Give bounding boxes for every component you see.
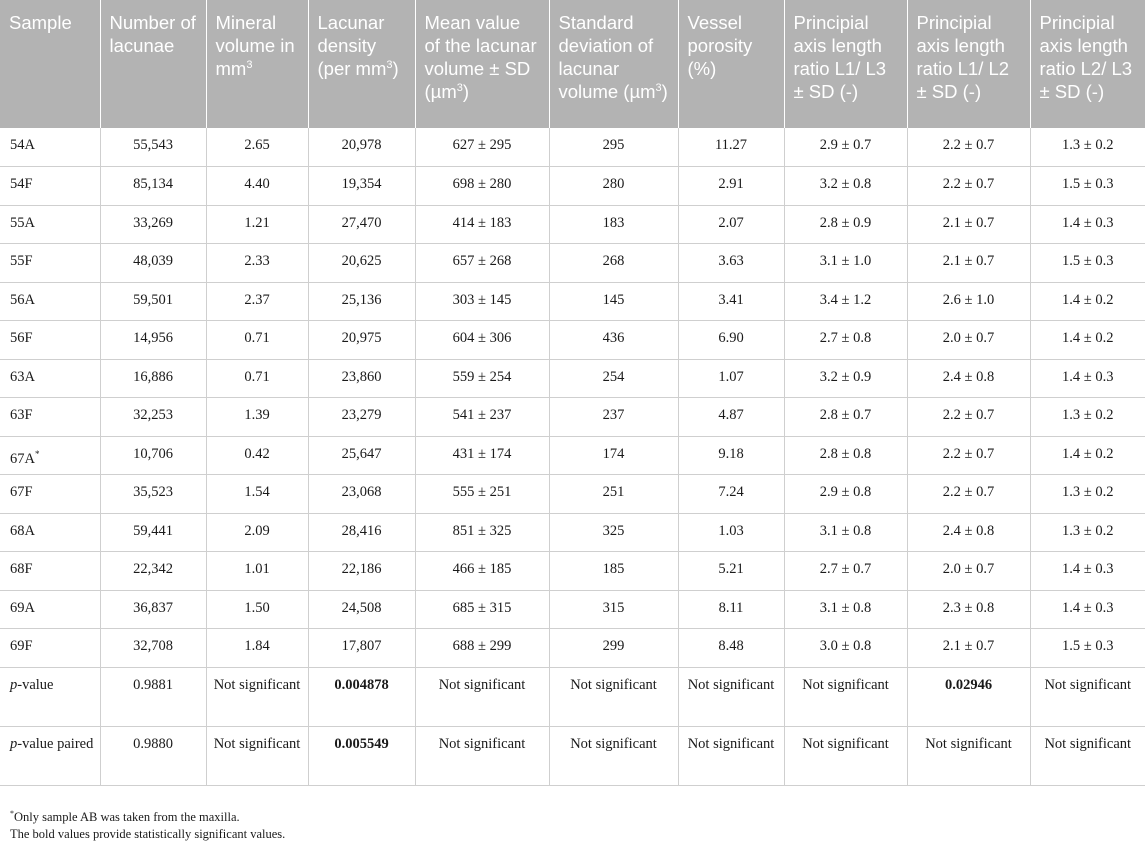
table-cell: 7.24 — [678, 475, 784, 514]
table-cell: 28,416 — [308, 513, 415, 552]
stats-label-italic: p — [10, 676, 18, 693]
table-cell: 1.3 ± 0.2 — [1030, 475, 1145, 514]
table-cell: 2.0 ± 0.7 — [907, 321, 1030, 360]
table-cell: 251 — [549, 475, 678, 514]
table-cell: 851 ± 325 — [415, 513, 549, 552]
table-cell: 0.42 — [206, 436, 308, 475]
table-cell: 11.27 — [678, 128, 784, 167]
stats-cell: Not significant — [549, 726, 678, 785]
column-header-0: Sample — [0, 0, 100, 128]
table-cell: 9.18 — [678, 436, 784, 475]
table-cell: 295 — [549, 128, 678, 167]
table-cell: 559 ± 254 — [415, 359, 549, 398]
table-cell: 541 ± 237 — [415, 398, 549, 437]
stats-cell: Not significant — [206, 667, 308, 726]
table-cell: 1.5 ± 0.3 — [1030, 244, 1145, 283]
table-cell: 2.2 ± 0.7 — [907, 436, 1030, 475]
table-cell: 19,354 — [308, 167, 415, 206]
table-row — [0, 359, 1145, 398]
column-header-9: Principial axis length ratio L2/ L3 ± SD (-) — [1030, 0, 1145, 128]
table-cell: 2.7 ± 0.7 — [784, 552, 907, 591]
table-cell: 10,706 — [100, 436, 206, 475]
table-row — [0, 436, 1145, 475]
column-header-6: Vessel porosity (%) — [678, 0, 784, 128]
sample-id-cell: 63F — [0, 398, 100, 437]
table-row — [0, 128, 1145, 167]
table-cell: 23,068 — [308, 475, 415, 514]
table-cell: 627 ± 295 — [415, 128, 549, 167]
sample-id-cell: 68F — [0, 552, 100, 591]
table-cell: 1.4 ± 0.3 — [1030, 205, 1145, 244]
table-cell: 23,279 — [308, 398, 415, 437]
table-cell: 145 — [549, 282, 678, 321]
table-cell: 2.0 ± 0.7 — [907, 552, 1030, 591]
table-cell: 1.4 ± 0.3 — [1030, 590, 1145, 629]
table-cell: 1.50 — [206, 590, 308, 629]
table-cell: 25,647 — [308, 436, 415, 475]
table-cell: 2.91 — [678, 167, 784, 206]
header-row — [0, 0, 1145, 128]
table-cell: 185 — [549, 552, 678, 591]
table-cell: 2.1 ± 0.7 — [907, 205, 1030, 244]
table-cell: 1.03 — [678, 513, 784, 552]
table-cell: 1.3 ± 0.2 — [1030, 398, 1145, 437]
column-header-3: Lacunar density (per $mm^3$) — [308, 0, 415, 128]
stats-cell: Not significant — [206, 726, 308, 785]
sample-id-cell: 55A — [0, 205, 100, 244]
table-cell: 436 — [549, 321, 678, 360]
table-cell: 254 — [549, 359, 678, 398]
footnote-text-1: Only sample AB was taken from the maxilla. — [14, 810, 240, 825]
table-cell: 32,708 — [100, 629, 206, 668]
table-cell: 3.2 ± 0.9 — [784, 359, 907, 398]
table-cell: 2.4 ± 0.8 — [907, 513, 1030, 552]
table-cell: 2.2 ± 0.7 — [907, 128, 1030, 167]
table-cell: 604 ± 306 — [415, 321, 549, 360]
table-row — [0, 282, 1145, 321]
table-cell: 33,269 — [100, 205, 206, 244]
table-cell: 2.9 ± 0.7 — [784, 128, 907, 167]
sample-id-cell: 68A — [0, 513, 100, 552]
table-cell: 2.8 ± 0.7 — [784, 398, 907, 437]
table-cell: 2.3 ± 0.8 — [907, 590, 1030, 629]
stats-cell: 0.004878 — [308, 667, 415, 726]
stats-cell: Not significant — [415, 667, 549, 726]
sample-id-cell: 67F — [0, 475, 100, 514]
table-cell: 24,508 — [308, 590, 415, 629]
table-cell: 1.21 — [206, 205, 308, 244]
table-cell: 8.11 — [678, 590, 784, 629]
stats-label-cell — [0, 667, 100, 726]
table-cell: 268 — [549, 244, 678, 283]
stats-label-italic: p — [10, 735, 18, 752]
table-cell: 2.8 ± 0.9 — [784, 205, 907, 244]
sample-id-cell: 63A — [0, 359, 100, 398]
stats-cell: 0.9881 — [100, 667, 206, 726]
table-cell: 325 — [549, 513, 678, 552]
table-row — [0, 244, 1145, 283]
table-cell: 315 — [549, 590, 678, 629]
table-cell: 3.0 ± 0.8 — [784, 629, 907, 668]
table-cell: 1.5 ± 0.3 — [1030, 629, 1145, 668]
table-cell: 174 — [549, 436, 678, 475]
table-cell: 2.09 — [206, 513, 308, 552]
table-row — [0, 398, 1145, 437]
table-cell: 59,501 — [100, 282, 206, 321]
stats-label-text: -value — [17, 676, 54, 693]
table-cell: 23,860 — [308, 359, 415, 398]
stats-cell: Not significant — [907, 726, 1030, 785]
table-cell: 414 ± 183 — [415, 205, 549, 244]
table-cell: 4.87 — [678, 398, 784, 437]
table-cell: 59,441 — [100, 513, 206, 552]
column-header-4: Mean value of the lacunar volume ± SD (µm$^3$) — [415, 0, 549, 128]
table-cell: 14,956 — [100, 321, 206, 360]
stats-cell: Not significant — [784, 667, 907, 726]
stats-label-text: -value paired — [17, 735, 94, 752]
table-cell: 2.2 ± 0.7 — [907, 167, 1030, 206]
table-cell: 0.71 — [206, 359, 308, 398]
table-row — [0, 205, 1145, 244]
table-row — [0, 552, 1145, 591]
table-cell: 3.2 ± 0.8 — [784, 167, 907, 206]
sample-id-cell: 69A — [0, 590, 100, 629]
table-cell: 2.1 ± 0.7 — [907, 629, 1030, 668]
stats-cell: 0.005549 — [308, 726, 415, 785]
table-cell: 1.07 — [678, 359, 784, 398]
table-cell: 22,342 — [100, 552, 206, 591]
stats-cell: Not significant — [1030, 667, 1145, 726]
table-cell: 20,978 — [308, 128, 415, 167]
table-cell: 431 ± 174 — [415, 436, 549, 475]
table-cell: 48,039 — [100, 244, 206, 283]
table-row — [0, 513, 1145, 552]
stats-cell: Not significant — [549, 667, 678, 726]
column-header-1: Number of lacunae — [100, 0, 206, 128]
stats-cell: 0.02946 — [907, 667, 1030, 726]
table-cell: 1.4 ± 0.2 — [1030, 321, 1145, 360]
table-cell: 303 ± 145 — [415, 282, 549, 321]
table-cell: 2.2 ± 0.7 — [907, 398, 1030, 437]
sample-id-cell: 54A — [0, 128, 100, 167]
table-cell: 3.4 ± 1.2 — [784, 282, 907, 321]
table-cell: 1.3 ± 0.2 — [1030, 513, 1145, 552]
table-cell: 6.90 — [678, 321, 784, 360]
table-cell: 20,975 — [308, 321, 415, 360]
column-header-8: Principial axis length ratio L1/ L2 ± SD (-) — [907, 0, 1030, 128]
table-cell: 3.1 ± 0.8 — [784, 513, 907, 552]
stats-cell: Not significant — [784, 726, 907, 785]
table-cell: 2.37 — [206, 282, 308, 321]
table-cell: 0.71 — [206, 321, 308, 360]
table-cell: 27,470 — [308, 205, 415, 244]
table-cell: 17,807 — [308, 629, 415, 668]
stats-cell: Not significant — [678, 667, 784, 726]
table-cell: 2.07 — [678, 205, 784, 244]
table-cell: 280 — [549, 167, 678, 206]
table-header — [0, 0, 1145, 128]
table-cell: 2.7 ± 0.8 — [784, 321, 907, 360]
table-cell: 1.4 ± 0.2 — [1030, 282, 1145, 321]
table-cell: 183 — [549, 205, 678, 244]
table-row — [0, 475, 1145, 514]
table-cell: 2.9 ± 0.8 — [784, 475, 907, 514]
stats-cell: Not significant — [415, 726, 549, 785]
table-cell: 698 ± 280 — [415, 167, 549, 206]
sample-id-cell: 69F — [0, 629, 100, 668]
table-row — [0, 629, 1145, 668]
table-cell: 1.84 — [206, 629, 308, 668]
stats-label-cell — [0, 726, 100, 785]
table-cell: 2.2 ± 0.7 — [907, 475, 1030, 514]
sample-id-cell: 56A — [0, 282, 100, 321]
stats-cell: Not significant — [678, 726, 784, 785]
table-cell: 2.65 — [206, 128, 308, 167]
table-cell: 1.39 — [206, 398, 308, 437]
table-body — [0, 128, 1145, 785]
table-cell: 5.21 — [678, 552, 784, 591]
table-cell: 2.4 ± 0.8 — [907, 359, 1030, 398]
footnote-text-2: The bold values provide statistically significant values. — [10, 827, 286, 841]
footnote-marker: * — [10, 809, 14, 818]
stats-row — [0, 667, 1145, 726]
table-cell: 1.4 ± 0.3 — [1030, 552, 1145, 591]
table-cell: 25,136 — [308, 282, 415, 321]
sample-id-cell: 55F — [0, 244, 100, 283]
table-cell: 237 — [549, 398, 678, 437]
table-cell: 2.1 ± 0.7 — [907, 244, 1030, 283]
table-cell: 2.8 ± 0.8 — [784, 436, 907, 475]
table-cell: 688 ± 299 — [415, 629, 549, 668]
table-cell: 466 ± 185 — [415, 552, 549, 591]
table-cell: 685 ± 315 — [415, 590, 549, 629]
stats-row — [0, 726, 1145, 785]
table-cell: 1.4 ± 0.3 — [1030, 359, 1145, 398]
column-header-2: Mineral volume in $mm^3$ — [206, 0, 308, 128]
table-cell: 32,253 — [100, 398, 206, 437]
table-row — [0, 167, 1145, 206]
table-cell: 16,886 — [100, 359, 206, 398]
table-row — [0, 590, 1145, 629]
column-header-7: Principial axis length ratio L1/ L3 ± SD (-) — [784, 0, 907, 128]
table-cell: 85,134 — [100, 167, 206, 206]
table-cell: 3.63 — [678, 244, 784, 283]
table-cell: 1.5 ± 0.3 — [1030, 167, 1145, 206]
table-cell: 22,186 — [308, 552, 415, 591]
table-cell: 8.48 — [678, 629, 784, 668]
sample-id-cell: 67A* — [0, 436, 100, 475]
table-cell: 1.01 — [206, 552, 308, 591]
table-cell: 3.1 ± 0.8 — [784, 590, 907, 629]
table-row — [0, 321, 1145, 360]
sample-id-cell: 56F — [0, 321, 100, 360]
stats-cell: 0.9880 — [100, 726, 206, 785]
table-cell: 1.4 ± 0.2 — [1030, 436, 1145, 475]
table-cell: 4.40 — [206, 167, 308, 206]
table-cell: 55,543 — [100, 128, 206, 167]
table-cell: 1.54 — [206, 475, 308, 514]
table-cell: 2.33 — [206, 244, 308, 283]
stats-cell: Not significant — [1030, 726, 1145, 785]
table-cell: 3.1 ± 1.0 — [784, 244, 907, 283]
footnote-maxilla — [10, 806, 240, 825]
table-cell: 35,523 — [100, 475, 206, 514]
table-cell: 299 — [549, 629, 678, 668]
table-cell: 1.3 ± 0.2 — [1030, 128, 1145, 167]
footnote-bold-values — [10, 826, 285, 842]
table-cell: 3.41 — [678, 282, 784, 321]
sample-id-cell: 54F — [0, 167, 100, 206]
table-cell: 555 ± 251 — [415, 475, 549, 514]
table-cell: 20,625 — [308, 244, 415, 283]
table-cell: 36,837 — [100, 590, 206, 629]
column-header-5: Standard deviation of lacunar volume (µm$^3$) — [549, 0, 678, 128]
table-cell: 657 ± 268 — [415, 244, 549, 283]
table-cell: 2.6 ± 1.0 — [907, 282, 1030, 321]
